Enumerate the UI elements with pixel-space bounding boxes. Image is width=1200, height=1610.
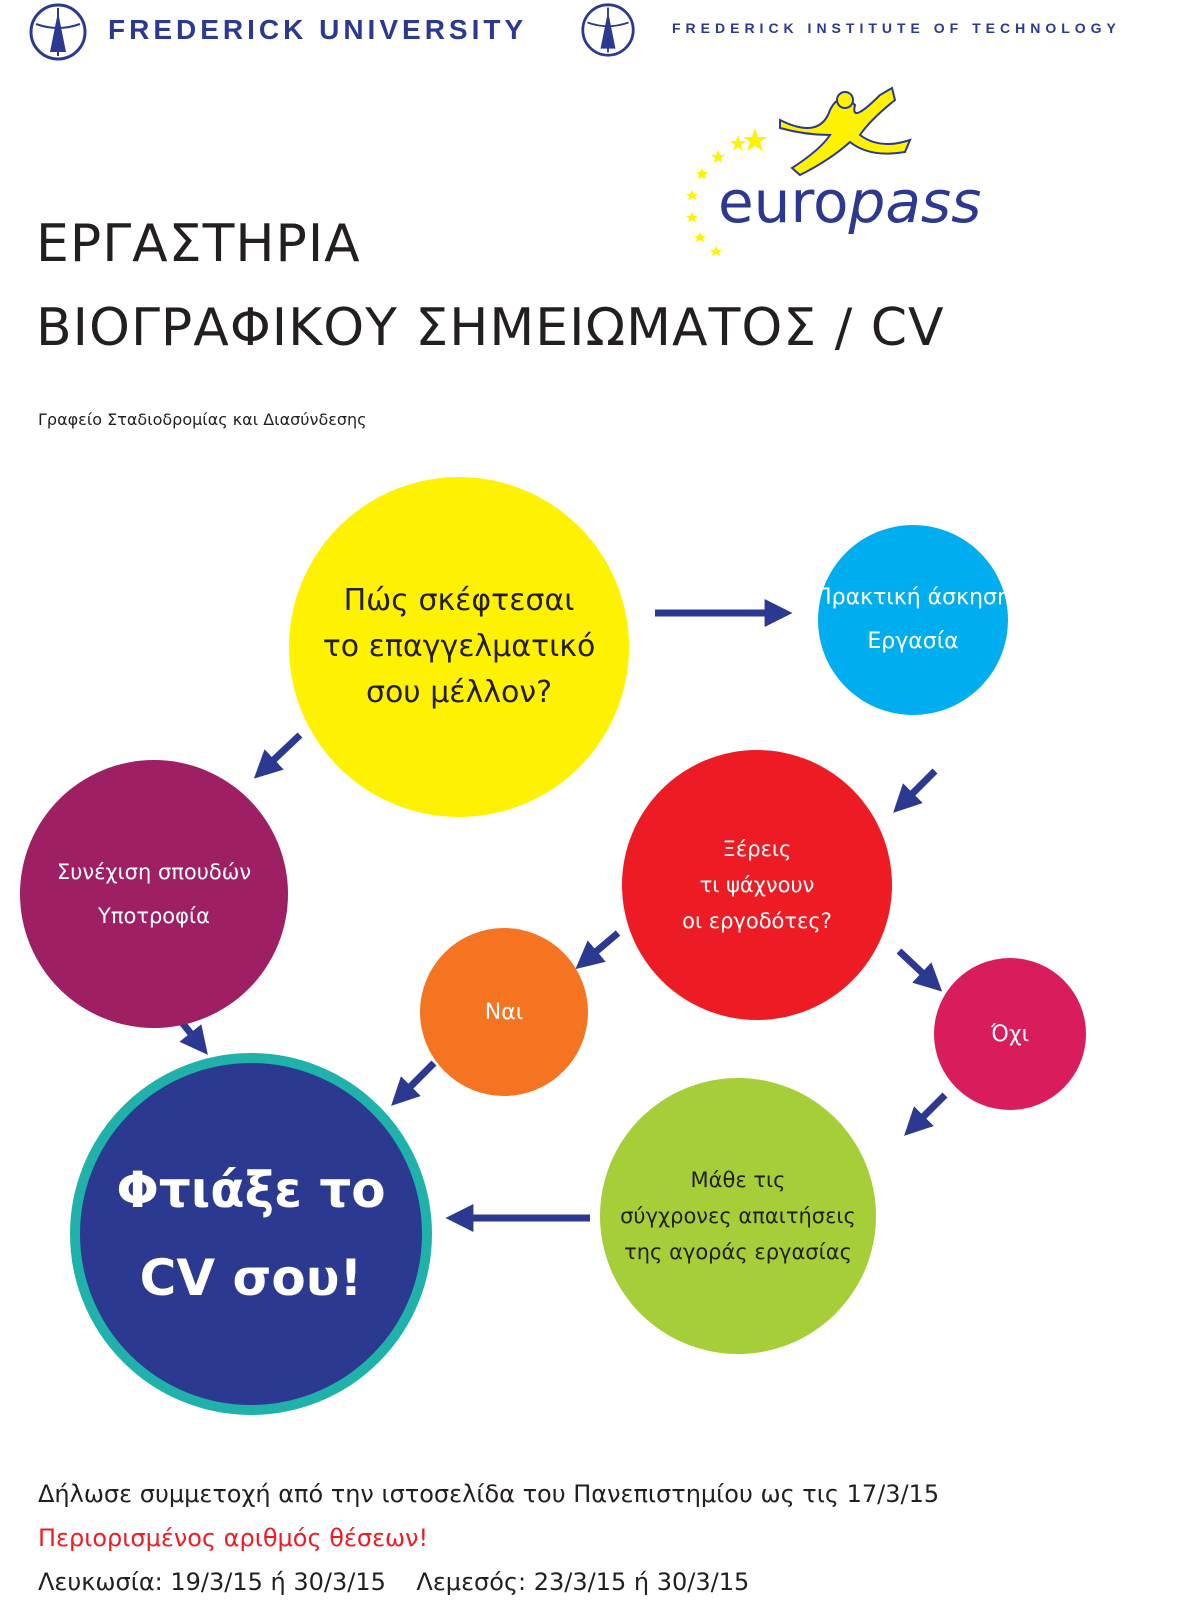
employers-line2: τι ψάχνουν: [699, 873, 815, 897]
europass-suffix: pass: [848, 168, 982, 236]
cv-circle: [70, 1053, 432, 1415]
university-name: FREDERICK UNIVERSITY: [108, 14, 528, 45]
yes-label: Ναι: [484, 999, 524, 1025]
cv-line2: CV σου!: [139, 1249, 363, 1307]
arrow-question-to-studies: [263, 735, 300, 770]
institute-name: FREDERICK INSTITUTE OF TECHNOLOGY: [672, 20, 1121, 36]
employers-line3: οι εργοδότες?: [682, 909, 832, 933]
internship-line1: Πρακτική άσκηση: [815, 585, 1011, 610]
arrow-no-to-learn: [913, 1095, 945, 1127]
learn-line2: σύγχρονες απαιτήσεις: [620, 1204, 856, 1228]
studies-line2: Υποτροφία: [98, 904, 210, 928]
learn-line3: της αγοράς εργασίας: [624, 1240, 852, 1264]
arrow-yes-to-cv: [400, 1063, 434, 1097]
no-label: Όχι: [990, 1021, 1030, 1047]
arrow-employers-to-no: [899, 951, 933, 983]
yes-circle: [420, 928, 588, 1096]
footer-limited-seats: Περιορισμένος αριθμός θέσεων!: [38, 1524, 429, 1552]
studies-line1: Συνέχιση σπουδών: [56, 860, 252, 884]
question-circle: [289, 477, 629, 817]
cv-line1: Φτιάξε το: [116, 1161, 386, 1219]
internship-line2: Εργασία: [867, 629, 959, 654]
page-subtitle: Γραφείο Σταδιοδρομίας και Διασύνδεσης: [38, 410, 367, 429]
learn-line1: Μάθε τις: [690, 1168, 786, 1192]
no-circle: [934, 958, 1086, 1110]
internship-circle: [815, 525, 1011, 715]
europass-prefix: euro: [718, 168, 849, 236]
employers-line1: Ξέρεις: [722, 837, 792, 861]
page-title-line2: ΒΙΟΓΡΑΦΙΚΟΥ ΣΗΜΕΙΩΜΑΤΟΣ / CV: [36, 298, 945, 358]
studies-circle: [20, 760, 288, 1028]
page-title-line1: ΕΡΓΑΣΤΗΡΙΑ: [36, 214, 361, 274]
footer-dates: Λευκωσία: 19/3/15 ή 30/3/15 Λεμεσός: 23/3/15 ή 30/3/15: [38, 1568, 750, 1596]
arrow-internship-to-employers: [902, 771, 935, 804]
question-line2: το επαγγελματικό: [322, 629, 596, 664]
employers-circle: [622, 750, 892, 1020]
learn-circle: [600, 1078, 876, 1354]
question-line1: Πώς σκέφτεσαι: [343, 583, 575, 618]
question-line3: σου μέλλον?: [365, 675, 553, 710]
arrow-employers-to-yes: [585, 933, 618, 961]
footer-registration: Δήλωσε συμμετοχή από την ιστοσελίδα του Πανεπιστημίου ως τις 17/3/15: [38, 1480, 940, 1508]
